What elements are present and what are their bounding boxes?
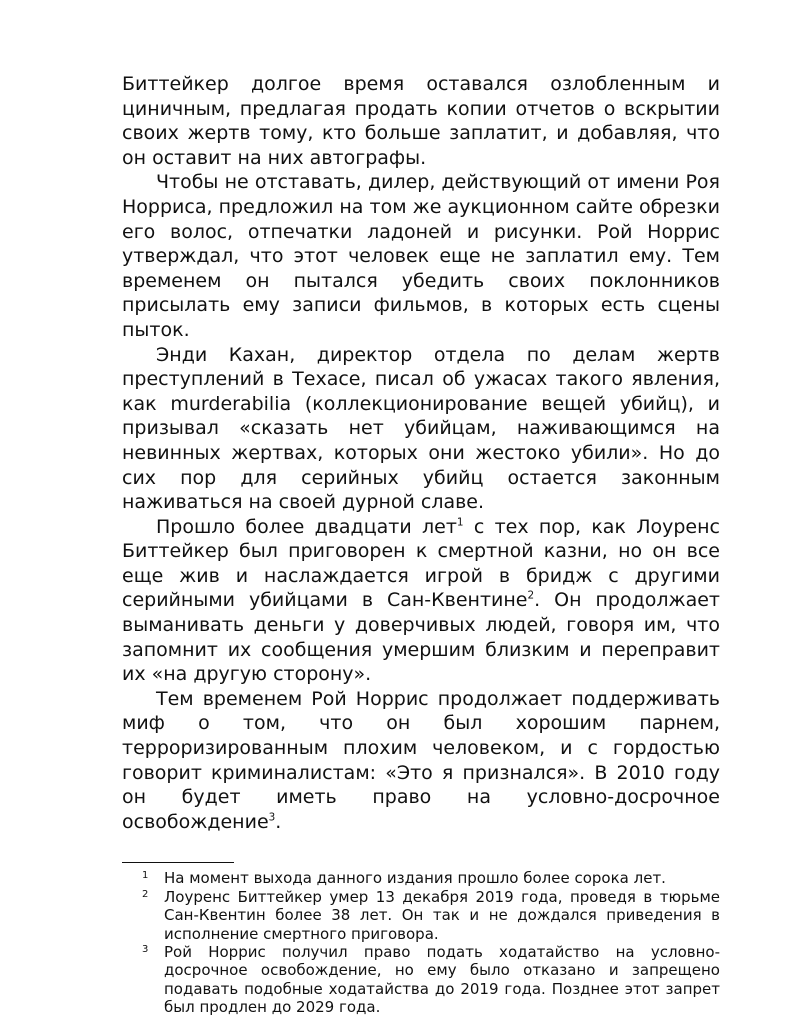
footnote-ref-3[interactable]: 3: [268, 811, 276, 824]
book-page: [122, 72, 720, 1017]
paragraph-4-part-a: Прошло более двадцати лет: [156, 515, 457, 538]
paragraph-5: [122, 687, 720, 835]
paragraph-3: Энди Кахан, директор отдела по делам жертв преступлений в Техасе, писал об ужасах такого явления, как murderabilia (коллекционирование вещей убийц), и призывал «сказать нет убийцам, наживающимся на невинных жертвах, которых они жестоко убили». Но до сих пор для серийных убийц остается законным наживаться на своей дурной славе.: [122, 343, 720, 514]
footnote-ref-1[interactable]: 1: [456, 516, 464, 529]
footnote-1: [122, 869, 720, 887]
paragraph-4: [122, 515, 720, 687]
footnote-text-3: Рой Норрис получил право подать ходатайство на условно-досрочное освобождение, но ему было отказано и запрещено подавать подобные ходатайства до 2019 года. Позднее этот запрет был продлен до 2029 года.: [164, 943, 720, 1017]
paragraph-5-part-a: Тем временем Рой Норрис продолжает поддерживать миф о том, что он был хорошим парнем, терроризированным плохим человеком, и с гордостью говорит криминалистам: «Это я признался». В 2010 году он будет иметь право на условно-досрочное освобождение: [122, 687, 720, 833]
paragraph-1: Биттейкер долгое время оставался озлобленным и циничным, предлагая продать копии отчетов о вскрытии своих жертв тому, кто больше заплатит, и добавляя, что он оставит на них автографы.: [122, 73, 720, 169]
footnote-text-2: Лоуренс Биттейкер умер 13 декабря 2019 года, проведя в тюрьме Сан-Квентин более 38 лет. Он так и не дождался приведения в исполнение смертного приговора.: [164, 887, 720, 943]
footnotes: [122, 869, 720, 1016]
paragraph-5-part-b: .: [275, 810, 282, 833]
footnote-ref-2[interactable]: 2: [527, 590, 535, 603]
footnote-3: [122, 943, 720, 1017]
body-text: [122, 72, 720, 834]
paragraph-2: Чтобы не отставать, дилер, действующий от имени Роя Норриса, предложил на том же аукционном сайте обрезки его волос, отпечатки ладоней и рисунки. Рой Норрис утверждал, что этот человек еще не заплатил ему. Тем временем он пытался убедить своих поклонников присылать ему записи фильмов, в которых есть сцены пыток.: [122, 171, 720, 341]
footnote-2: [122, 888, 720, 943]
footnote-mark-1: 1: [142, 870, 149, 882]
paragraph-4-part-b: с тех пор, как Лоуренс Биттейкер был приговорен к смертной казни, но он все еще жив и наслаждается игрой в бридж с другими серийными убийцами в Сан-Квентине: [122, 515, 720, 612]
footnote-mark-3: 3: [142, 944, 149, 956]
footnote-mark-2: 2: [142, 888, 149, 900]
footnote-divider: [122, 862, 234, 863]
footnote-text-1: На момент выхода данного издания прошло более сорока лет.: [164, 869, 666, 888]
paragraph-4-part-c: . Он продолжает выманивать деньги у доверчивых людей, говоря им, что запомнит их сообщения умершим близким и переправит их «на другую сторону».: [122, 589, 720, 686]
